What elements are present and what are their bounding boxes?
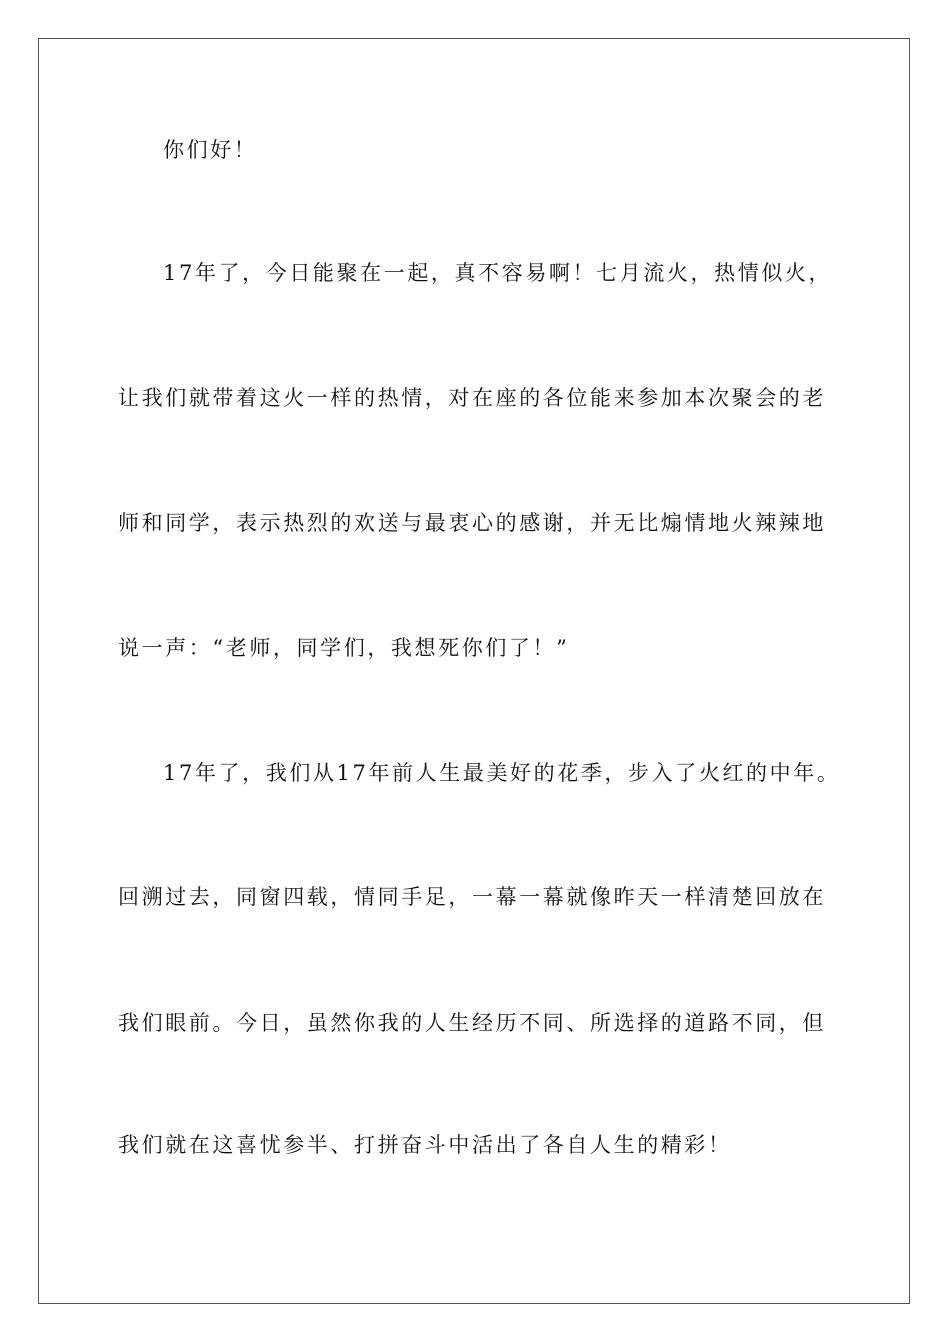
paragraph-2-line-4: 我们就在这喜忧参半、打拼奋斗中活出了各自人生的精彩！ (118, 1133, 732, 1157)
paragraph-1-line-3: 师和同学，表示热烈的欢送与最衷心的感谢，并无比煽情地火辣辣地 (118, 511, 826, 535)
paragraph-2-line-1: 17年了，我们从17年前人生最美好的花季，步入了火红的中年。 (163, 761, 841, 785)
paragraph-2-line-2: 回溯过去，同窗四载，情同手足，一幕一幕就像昨天一样清楚回放在 (118, 885, 826, 909)
page-border (38, 38, 910, 1304)
paragraph-1-line-4: 说一声：“老师，同学们，我想死你们了！” (118, 636, 570, 660)
paragraph-1-line-1: 17年了，今日能聚在一起，真不容易啊！七月流火，热情似火， (163, 261, 833, 285)
paragraph-2-line-3: 我们眼前。今日，虽然你我的人生经历不同、所选择的道路不同，但 (118, 1011, 826, 1035)
paragraph-1-line-2: 让我们就带着这火一样的热情，对在座的各位能来参加本次聚会的老 (118, 386, 826, 410)
greeting-line: 你们好！ (163, 138, 258, 162)
